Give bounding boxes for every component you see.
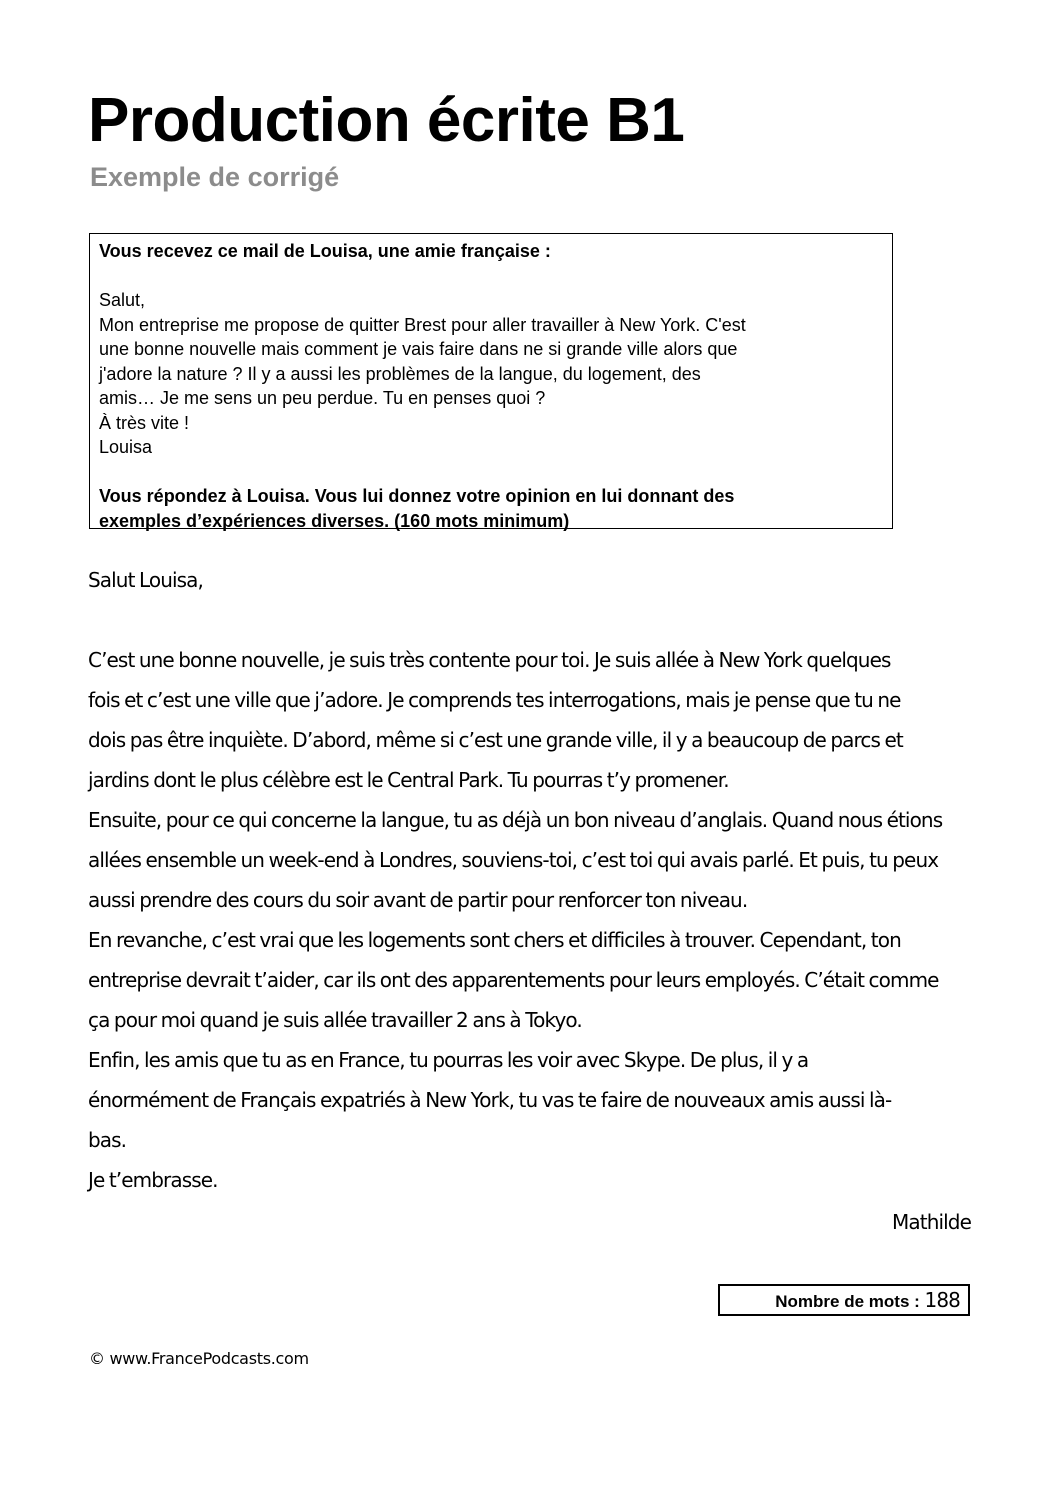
prompt-spacer: [99, 460, 882, 485]
letter-line: entreprise devrait t’aider, car ils ont des apparentements pour leurs employés. C’était comme: [88, 968, 939, 992]
word-count-box: [718, 1284, 970, 1316]
letter-line: C’est une bonne nouvelle, je suis très contente pour toi. Je suis allée à New York quelques: [88, 648, 891, 672]
letter-line: En revanche, c’est vrai que les logements sont chers et difficiles à trouver. Cependant, ton: [88, 928, 901, 952]
letter-line: Enfin, les amis que tu as en France, tu pourras les voir avec Skype. De plus, il y a: [88, 1048, 809, 1072]
letter-spacer: [88, 600, 978, 640]
email-line: j'adore la nature ? Il y a aussi les problèmes de la langue, du logement, des: [99, 363, 701, 384]
letter-line: Ensuite, pour ce qui concerne la langue, tu as déjà un bon niveau d’anglais. Quand nous étions: [88, 808, 943, 832]
letter-closing: Je t’embrasse.: [88, 1168, 218, 1192]
letter-line: bas.: [88, 1128, 127, 1152]
prompt-box: [89, 233, 893, 529]
word-count-label: Nombre de mots :: [775, 1292, 925, 1311]
copyright-footer: © www.FrancePodcasts.com: [89, 1349, 309, 1368]
letter-line: dois pas être inquiète. D’abord, même si c’est une grande ville, il y a beaucoup de parcs et: [88, 728, 903, 752]
email-line: amis… Je me sens un peu perdue. Tu en penses quoi ?: [99, 388, 546, 408]
letter-line: fois et c’est une ville que j’adore. Je comprends tes interrogations, mais je pense que tu ne: [88, 688, 901, 712]
letter-salutation: Salut Louisa,: [88, 568, 203, 592]
email-line: À très vite !: [99, 412, 190, 433]
email-line: une bonne nouvelle mais comment je vais faire dans ne si grande ville alors que: [99, 339, 738, 359]
email-greeting: Salut,: [99, 290, 146, 310]
prompt-spacer: [99, 264, 882, 289]
prompt-intro: Vous recevez ce mail de Louisa, une amie française :: [99, 241, 551, 261]
word-count-value: 188: [924, 1288, 960, 1312]
page-title: Production écrite B1: [88, 86, 685, 155]
prompt-instruction: Vous répondez à Louisa. Vous lui donnez votre opinion en lui donnant des: [99, 486, 735, 506]
letter-line: aussi prendre des cours du soir avant de partir pour renforcer ton niveau.: [88, 888, 748, 912]
email-signature: Louisa: [99, 437, 153, 457]
email-line: Mon entreprise me propose de quitter Brest pour aller travailler à New York. C'est: [99, 314, 746, 335]
letter-signature: Mathilde: [892, 1210, 971, 1234]
letter-line: ça pour moi quand je suis allée travailler 2 ans à Tokyo.: [88, 1008, 582, 1032]
page-subtitle: Exemple de corrigé: [90, 162, 340, 192]
prompt-instruction: exemples d’expériences diverses. (160 mots minimum): [99, 510, 570, 531]
letter-line: jardins dont le plus célèbre est le Central Park. Tu pourras t’y promener.: [88, 768, 729, 792]
letter-line: allées ensemble un week-end à Londres, souviens-toi, c’est toi qui avais parlé. Et puis, tu peux: [88, 848, 939, 872]
letter-line: énormément de Français expatriés à New York, tu vas te faire de nouveaux amis aussi là-: [88, 1088, 892, 1112]
answer-letter: [88, 560, 978, 1200]
